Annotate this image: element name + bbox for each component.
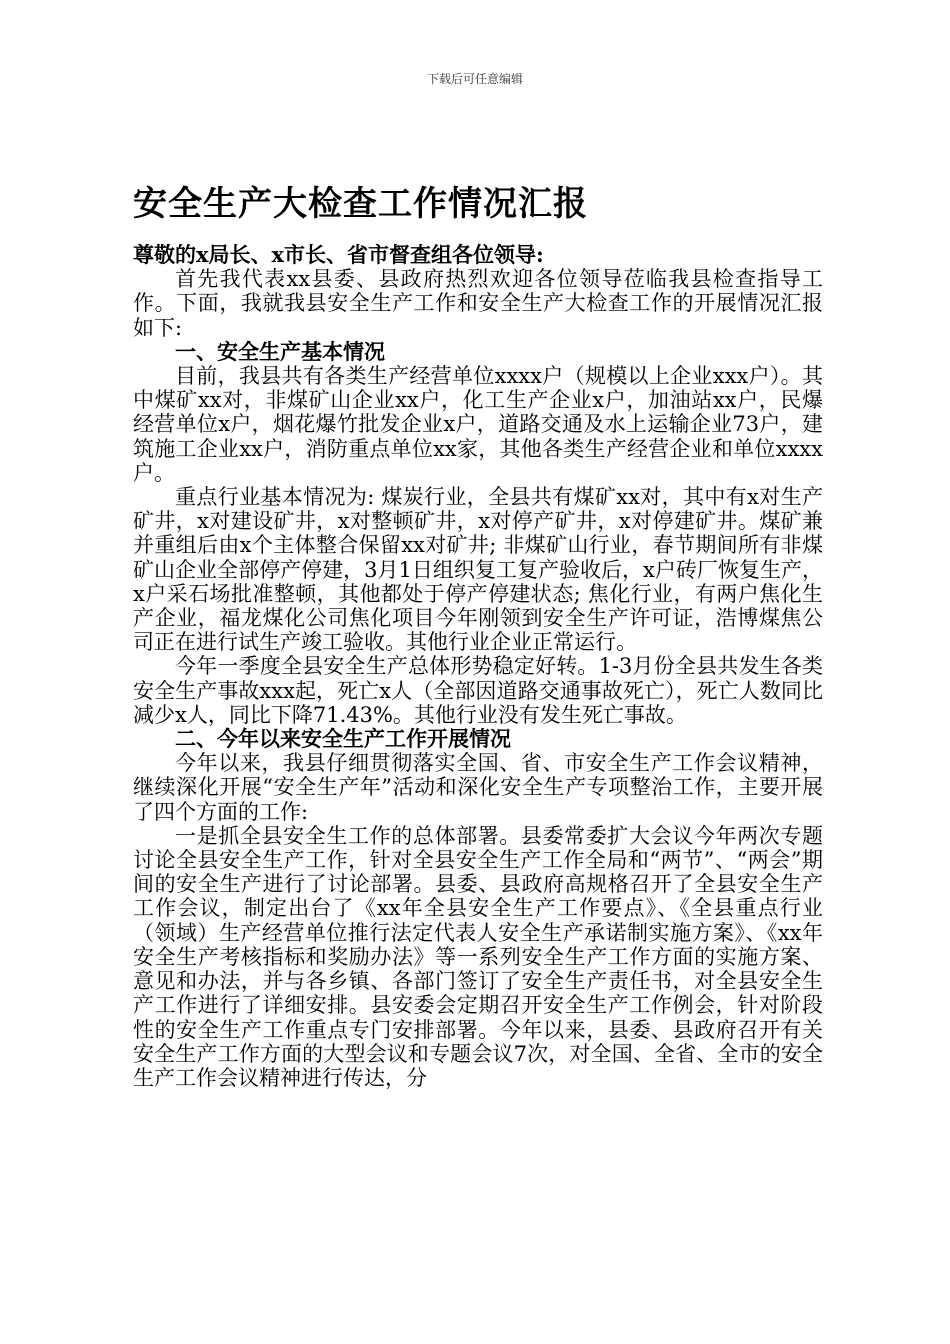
paragraph-deployment: 一是抓全县安全生工作的总体部署。县委常委扩大会议今年两次专题讨论全县安全生产工作，针对全县安全生产工作全局和“两节”、“两会”期间的安全生产进行了讨论部署。县委、县政府高规格召开了全县安全生产工作会议，制定出台了《xx年全县安全生产工作要点》、《全县重点行业（领域）生产经营单位推行法定代表人安全生产承诺制实施方案》、《xx年安全生产考核指标和奖励办法》等一系列安全生产工作方面的实施方案、意见和办法，并与各乡镇、各部门签订了安全生产责任书，对全县安全生产工作进行了详细安排。县安委会定期召开安全生产工作例会，针对阶段性的安全生产工作重点专门安排部署。今年以来，县委、县政府召开有关安全生产工作方面的大型会议和专题会议7次，对全国、全省、全市的安全生产工作会议精神进行传达，分 [133,823,823,1090]
paragraph-intro: 首先我代表xx县委、县政府热烈欢迎各位领导莅临我县检查指导工作。下面，我就我县安全生产工作和安全生产大检查工作的开展情况汇报如下: [133,267,823,340]
section-heading-2: 二、今年以来安全生产工作开展情况 [175,726,511,752]
section-heading-1: 一、安全生产基本情况 [175,338,385,364]
paragraph-enterprises: 目前，我县共有各类生产经营单位xxxx户（规模以上企业xxx户）。其中煤矿xx对，非煤矿山企业xx户，化工生产企业x户，加油站xx户，民爆经营单位x户，烟花爆竹批发企业x户，道路交通及水上运输企业73户，建筑施工企业xx户，消防重点单位xx家，其他各类生产经营企业和单位xxxx户。 [133,364,823,485]
document-title: 安全生产大检查工作情况汇报 [133,184,588,224]
header-note: 下载后可任意编辑 [426,72,523,86]
paragraph-q1-situation: 今年一季度全县安全生产总体形势稳定好转。1-3月份全县共发生各类安全生产事故xxx起，死亡x人（全部因道路交通事故死亡），死亡人数同比减少x人，同比下降71.43%。其他行业没有发生死亡事故。 [133,654,823,727]
paragraph-key-industries: 重点行业基本情况为: 煤炭行业，全县共有煤矿xx对，其中有x对生产矿井，x对建设矿井，x对整顿矿井，x对停产矿井，x对停建矿井。煤矿兼并重组后由x个主体整合保留xx对矿井; 非煤矿山行业，春节期间所有非煤矿山企业全部停产停建，3月1日组织复工复产验收后，x户砖厂恢复生产，x户采石场批准整顿，其他都处于停产停建状态; 焦化行业，有两户焦化生产企业，福龙煤化公司焦化项目今年刚领到安全生产许可证，浩博煤焦公司正在进行试生产竣工验收。其他行业企业正常运行。 [133,485,823,655]
paragraph-work-overview: 今年以来，我县仔细贯彻落实全国、省、市安全生产工作会议精神，继续深化开展“安全生产年”活动和深化安全生产专项整治工作，主要开展了四个方面的工作: [133,751,823,824]
document-body [133,243,823,1090]
salutation: 尊敬的x局长、x市长、省市督查组各位领导: [133,242,544,267]
